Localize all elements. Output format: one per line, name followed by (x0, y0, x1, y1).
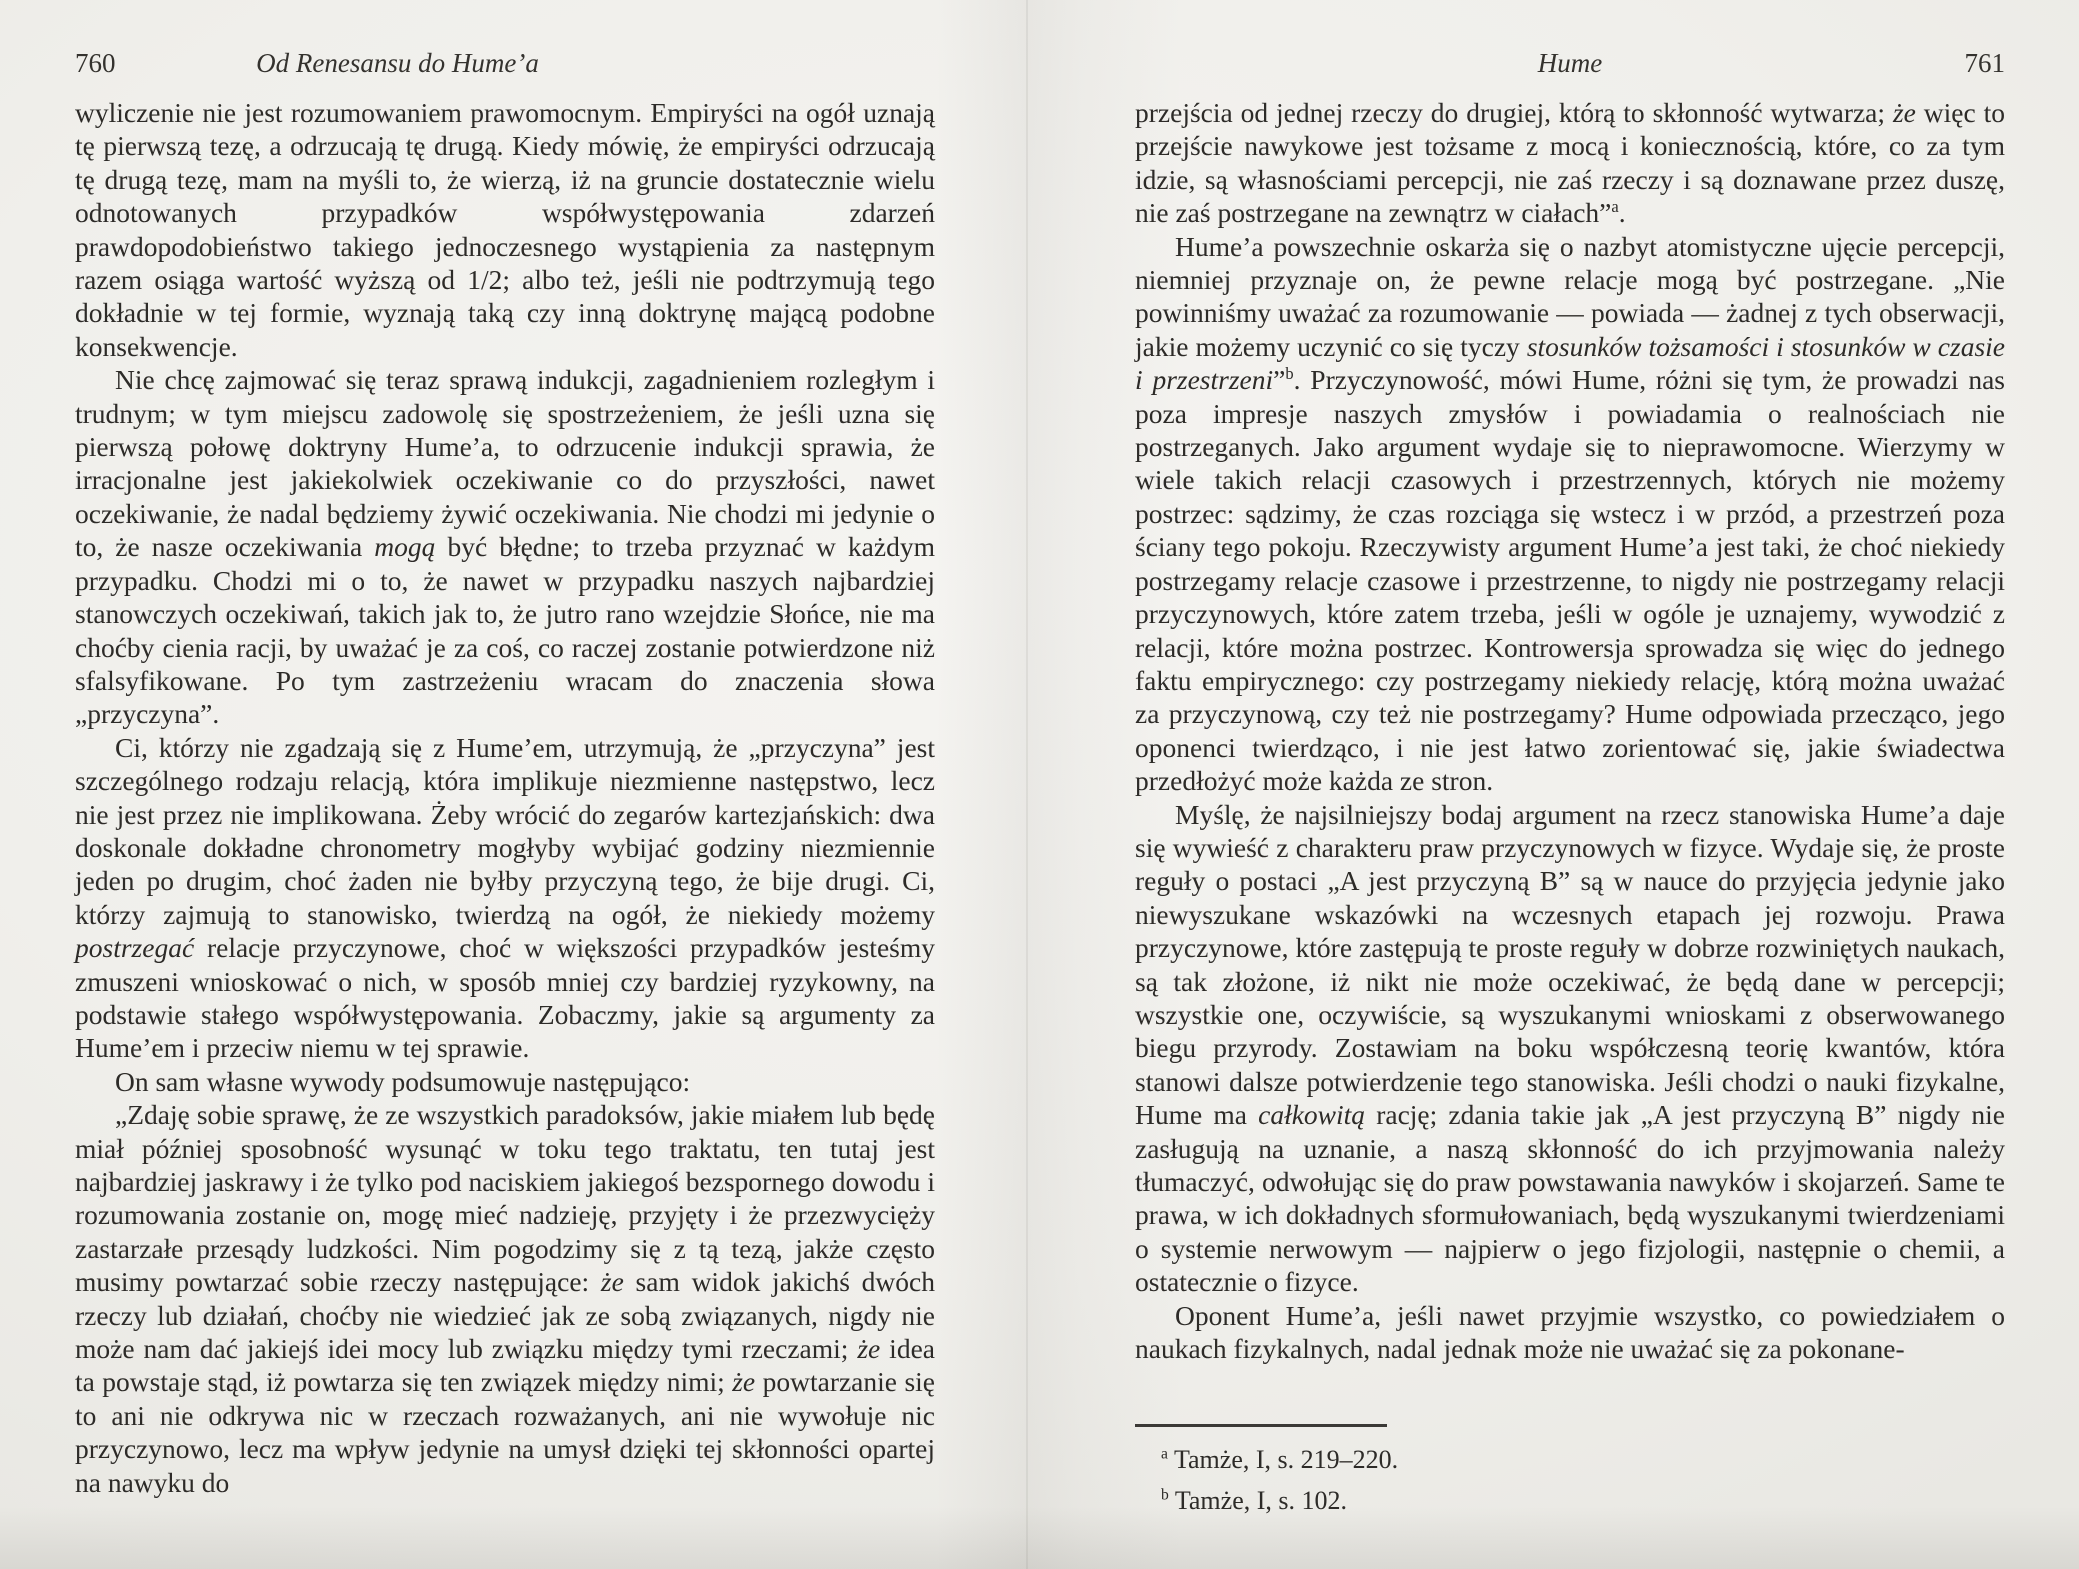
footnote (1135, 1480, 2005, 1521)
text-column-left (75, 96, 935, 1499)
text-run: przejścia od jednej rzeczy do drugiej, którą to skłonność wytwarza; (1135, 97, 1893, 128)
text-run: powtarzanie się to ani nie odkrywa nic w rzeczach rozważanych, ani nie wywołuje nic przyczynowo, lecz ma wpływ jedynie na umysł dzięki tej skłonności opartej na nawyku do (75, 1366, 935, 1498)
italic-text: że (857, 1333, 881, 1365)
paragraph (1135, 96, 2005, 230)
page-header-left (75, 46, 935, 82)
text-run: „Zdaję sobie sprawę, że ze wszystkich paradoksów, jakie miałem lub będę miał później sposobność wysunąć w toku tego traktatu, ten tutaj jest najbardziej jaskrawy i że tylko pod naciskiem jakiegoś bezspornego dowodu i rozumowania zostanie on, mogę mieć nadzieję, przyjęty i że przezwycięży zastarzałe przesądy ludzkości. Nim pogodzimy się z tą tezą, jakże często musimy powtarzać sobie rzeczy następujące: (75, 1099, 935, 1298)
page-left (75, 0, 935, 1569)
text-run: ” (1273, 364, 1286, 396)
italic-text: stosunków tożsamości i stosunków w czasie i przestrzeni (1135, 330, 2006, 396)
italic-text: całkowitą (1258, 1099, 1366, 1131)
page-number-left: 760 (75, 48, 116, 78)
text-run: Nie chcę zajmować się teraz sprawą indukcji, zagadnieniem rozległym i trudnym; w tym miejscu zadowolę się spostrzeżeniem, że jeśli uzna się pierwszą połowę doktryny Hume’a, to odrzucenie indukcji sprawia, że irracjonalne jest jakiekolwiek oczekiwanie co do przyszłości, nawet oczekiwanie, że nadal będziemy żywić oczekiwania. Nie chodzi mi jedynie o to, że nasze oczekiwania (75, 364, 935, 563)
paragraph (1135, 798, 2005, 1299)
footnote-marker: a (1611, 197, 1619, 217)
footnote-text: Tamże, I, s. 102. (1168, 1486, 1348, 1515)
text-run: Myślę, że najsilniejszy bodaj argument na rzecz stanowiska Hume’a daje się wywieść z charakteru praw przyczynowych w fizyce. Wydaje się, że proste reguły o postaci „A jest przyczyną B” są w nauce do przyjęcia jedynie jako niewyszukane wskazówki na wczesnych etapach jej rozwoju. Prawa przyczynowe, które zastępują te proste reguły w dobrze rozwiniętych naukach, są tak złożone, iż nikt nie może oczekiwać, że będą dane w percepcji; wszystkie one, oczywiście, są wyszukanymi wnioskami z obserwowanego biegu przyrody. Zostawiam na boku współczesną teorię kwantów, która stanowi dalsze potwierdzenie tego stanowiska. Jeśli chodzi o nauki fizykalne, Hume ma (1135, 798, 2005, 1131)
italic-text: że (600, 1266, 624, 1298)
footnote (1135, 1439, 2005, 1480)
italic-text: że (1892, 97, 1916, 128)
running-head-left: Od Renesansu do Hume’a (256, 48, 539, 78)
italic-text: że (732, 1366, 756, 1398)
footnote-text: Tamże, I, s. 219–220. (1167, 1445, 1399, 1474)
italic-text: postrzegać (75, 932, 195, 964)
page-gutter (1026, 0, 1028, 1569)
text-run: być błędne; to trzeba przyznać w każdym przypadku. Chodzi mi o to, że nawet w przypadku naszych najbardziej stanowczych oczekiwań, takich jak to, że jutro rano wzejdzie Słońce, nie ma choćby cienia racji, by uważać je za coś, co raczej zostanie potwierdzone niż sfalsyfikowane. Po tym zastrzeżeniu wracam do znaczenia słowa „przyczyna”. (75, 531, 935, 730)
footnote-list (1135, 1439, 2005, 1521)
text-run: sam widok jakichś dwóch rzeczy lub działań, choćby nie wiedzieć jak ze sobą związanych, nigdy nie może nam dać jakiejś idei mocy lub związku między tymi rzeczami; (75, 1266, 935, 1365)
footnotes-block (1135, 1424, 2005, 1521)
text-run: wyliczenie nie jest rozumowaniem prawomocnym. Empiryści na ogół uznają tę pierwszą tezę, a odrzucają tę drugą. Kiedy mówię, że empiryści odrzucają tę drugą tezę, mam na myśli to, że wierzą, iż na gruncie dostatecznie wielu odnotowanych przypadków współwystępowania zdarzeń prawdopodobieństwo takiego jednoczesnego wystąpienia za następnym razem osiąga wartość wyższą od 1/2; albo też, jeśli nie podtrzymują tego dokładnie w tej formie, wyznają taką czy inną doktrynę mającą podobne konsekwencje. (75, 97, 935, 362)
paragraph (75, 96, 935, 363)
text-run: więc to przejście nawykowe jest tożsame z mocą i koniecznością, które, co za tym idzie, są własnościami percepcji, nie zaś rzeczy i są doznawane przez duszę, nie zaś postrzegane na zewnątrz w ciałach” (1135, 97, 2005, 229)
page-right (1135, 0, 2005, 1569)
footnote-marker: a (1161, 1445, 1168, 1463)
footnote-marker: b (1161, 1486, 1169, 1504)
paragraph (75, 1065, 935, 1098)
paragraph (1135, 1299, 2005, 1366)
text-run: idea ta powstaje stąd, iż powtarza się ten związek między nimi; (75, 1333, 935, 1398)
footnote-marker: b (1285, 364, 1294, 384)
text-run: relacje przyczynowe, choć w większości przypadków jesteśmy zmuszeni wnioskować o nich, w sposób mniej czy bardziej ryzykowny, na podstawie stałego współwystępowania. Zobaczmy, jakie są argumenty za Hume’em i przeciw niemu w tej sprawie. (75, 932, 935, 1064)
paragraph (75, 1098, 935, 1499)
text-run: Oponent Hume’a, jeśli nawet przyjmie wszystko, co powiedziałem o naukach fizykalnych, nadal jednak może nie uważać się za pokonane- (1135, 1299, 2005, 1365)
footnote-rule (1135, 1424, 1387, 1427)
paragraph (1135, 230, 2005, 798)
page-header-right (1135, 46, 2005, 82)
text-run: . Przyczynowość, mówi Hume, różni się tym, że prowadzi nas poza impresje naszych zmysłów i powiadamia o realnościach nie postrzeganych. Jako argument wydaje się to nieprawomocne. Wierzymy w wiele takich relacji czasowych i przestrzennych, których nie możemy postrzec: sądzimy, że czas rozciąga się wstecz i w przód, a przestrzeń poza ściany tego pokoju. Rzeczywisty argument Hume’a jest taki, że choć niekiedy postrzegamy relacje czasowe i przestrzenne, to nigdy nie postrzegamy relacji przyczynowych, które zatem trzeba, jeśli w ogóle je uznajemy, wywodzić z relacji, które można postrzec. Kontrowersja sprowadza się więc do jednego faktu empirycznego: czy postrzegamy niekiedy relację, którą można uważać za przyczynową, czy też nie postrzegamy? Hume odpowiada przecząco, jego oponenci twierdząco, i nie jest łatwo zorientować się, jakie świadectwa przedłożyć może każda ze stron. (1135, 364, 2006, 797)
text-column-right (1135, 96, 2005, 1365)
text-run: rację; zdania takie jak „A jest przyczyną B” nigdy nie zasługują na uznanie, a naszą skłonność do ich przyjmowania należy tłumaczyć, odwołując się do praw powstawania nawyków i skojarzeń. Same te prawa, w ich dokładnych sformułowaniach, będą wyszukanymi twierdzeniami o systemie nerwowym — najpierw o jego fizjologii, następnie o chemii, a ostatecznie o fizyce. (1135, 1099, 2005, 1298)
paragraph (75, 731, 935, 1065)
paragraph (75, 363, 935, 730)
text-run: . (1618, 197, 1626, 229)
running-head-right: Hume (1537, 48, 1603, 78)
page-number-right: 761 (1964, 48, 2005, 78)
italic-text: mogą (374, 531, 436, 563)
text-run: On sam własne wywody podsumowuje następująco: (115, 1065, 691, 1097)
text-run: Hume’a powszechnie oskarża się o nazbyt atomistyczne ujęcie percepcji, niemniej przyznaje on, że pewne relacje mogą być postrzegane. „Nie powinniśmy uważać za rozumowanie — powiada — żadnej z tych obserwacji, jakie możemy uczynić co się tyczy (1135, 230, 2005, 362)
text-run: Ci, którzy nie zgadzają się z Hume’em, utrzymują, że „przyczyna” jest szczególnego rodzaju relacją, która implikuje niezmienne następstwo, lecz nie jest przez nie implikowana. Żeby wrócić do zegarów kartezjańskich: dwa doskonale dokładne chronometry mogłyby wybijać godziny niezmiennie jeden po drugim, choć żaden nie byłby przyczyną tego, że bije drugi. Ci, którzy zajmują to stanowisko, twierdzą na ogół, że niekiedy możemy (75, 731, 935, 930)
